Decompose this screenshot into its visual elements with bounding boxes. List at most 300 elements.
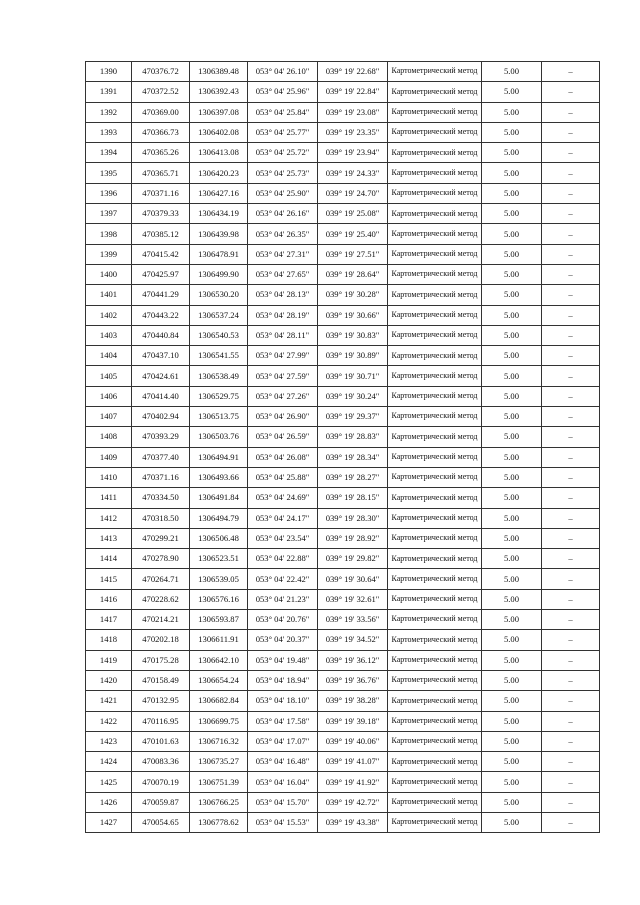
longitude-cell: 039° 19' 30.83" xyxy=(318,325,388,345)
method-cell: Картометрический метод xyxy=(388,143,482,163)
longitude-cell: 039° 19' 38.28" xyxy=(318,691,388,711)
method-cell: Картометрический метод xyxy=(388,122,482,142)
point-number-cell: 1395 xyxy=(86,163,132,183)
x-coordinate-cell: 470264.71 xyxy=(132,569,190,589)
longitude-cell: 039° 19' 33.56" xyxy=(318,610,388,630)
point-number-cell: 1424 xyxy=(86,752,132,772)
longitude-cell: 039° 19' 24.70" xyxy=(318,183,388,203)
latitude-cell: 053° 04' 27.59" xyxy=(248,366,318,386)
point-number-cell: 1425 xyxy=(86,772,132,792)
x-coordinate-cell: 470415.42 xyxy=(132,244,190,264)
x-coordinate-cell: 470402.94 xyxy=(132,407,190,427)
accuracy-cell: 5.00 xyxy=(482,528,542,548)
point-number-cell: 1426 xyxy=(86,792,132,812)
note-cell: – xyxy=(542,610,600,630)
point-number-cell: 1393 xyxy=(86,122,132,142)
y-coordinate-cell: 1306541.55 xyxy=(190,346,248,366)
note-cell: – xyxy=(542,731,600,751)
table-row xyxy=(86,244,600,264)
table-row xyxy=(86,772,600,792)
table-row xyxy=(86,62,600,82)
y-coordinate-cell: 1306540.53 xyxy=(190,325,248,345)
accuracy-cell: 5.00 xyxy=(482,407,542,427)
y-coordinate-cell: 1306397.08 xyxy=(190,102,248,122)
y-coordinate-cell: 1306642.10 xyxy=(190,650,248,670)
accuracy-cell: 5.00 xyxy=(482,163,542,183)
latitude-cell: 053° 04' 27.31" xyxy=(248,244,318,264)
x-coordinate-cell: 470318.50 xyxy=(132,508,190,528)
longitude-cell: 039° 19' 24.33" xyxy=(318,163,388,183)
point-number-cell: 1411 xyxy=(86,488,132,508)
accuracy-cell: 5.00 xyxy=(482,589,542,609)
latitude-cell: 053° 04' 27.99" xyxy=(248,346,318,366)
latitude-cell: 053° 04' 25.96" xyxy=(248,82,318,102)
point-number-cell: 1405 xyxy=(86,366,132,386)
accuracy-cell: 5.00 xyxy=(482,285,542,305)
x-coordinate-cell: 470371.16 xyxy=(132,467,190,487)
table-row xyxy=(86,82,600,102)
point-number-cell: 1414 xyxy=(86,549,132,569)
longitude-cell: 039° 19' 25.40" xyxy=(318,224,388,244)
latitude-cell: 053° 04' 25.84" xyxy=(248,102,318,122)
x-coordinate-cell: 470414.40 xyxy=(132,386,190,406)
accuracy-cell: 5.00 xyxy=(482,752,542,772)
method-cell: Картометрический метод xyxy=(388,386,482,406)
x-coordinate-cell: 470441.29 xyxy=(132,285,190,305)
x-coordinate-cell: 470175.28 xyxy=(132,650,190,670)
method-cell: Картометрический метод xyxy=(388,508,482,528)
note-cell: – xyxy=(542,264,600,284)
longitude-cell: 039° 19' 43.38" xyxy=(318,812,388,832)
point-number-cell: 1400 xyxy=(86,264,132,284)
accuracy-cell: 5.00 xyxy=(482,62,542,82)
point-number-cell: 1412 xyxy=(86,508,132,528)
y-coordinate-cell: 1306751.39 xyxy=(190,772,248,792)
longitude-cell: 039° 19' 41.92" xyxy=(318,772,388,792)
method-cell: Картометрический метод xyxy=(388,528,482,548)
table-row xyxy=(86,102,600,122)
method-cell: Картометрический метод xyxy=(388,224,482,244)
method-cell: Картометрический метод xyxy=(388,244,482,264)
point-number-cell: 1407 xyxy=(86,407,132,427)
method-cell: Картометрический метод xyxy=(388,772,482,792)
y-coordinate-cell: 1306716.32 xyxy=(190,731,248,751)
y-coordinate-cell: 1306538.49 xyxy=(190,366,248,386)
note-cell: – xyxy=(542,630,600,650)
longitude-cell: 039° 19' 23.94" xyxy=(318,143,388,163)
table-row xyxy=(86,650,600,670)
method-cell: Картометрический метод xyxy=(388,467,482,487)
latitude-cell: 053° 04' 25.90" xyxy=(248,183,318,203)
table-row xyxy=(86,569,600,589)
x-coordinate-cell: 470369.00 xyxy=(132,102,190,122)
table-row xyxy=(86,752,600,772)
table-row xyxy=(86,549,600,569)
point-number-cell: 1420 xyxy=(86,670,132,690)
accuracy-cell: 5.00 xyxy=(482,569,542,589)
method-cell: Картометрический метод xyxy=(388,407,482,427)
table-row xyxy=(86,183,600,203)
x-coordinate-cell: 470158.49 xyxy=(132,670,190,690)
accuracy-cell: 5.00 xyxy=(482,792,542,812)
table-row xyxy=(86,305,600,325)
point-number-cell: 1392 xyxy=(86,102,132,122)
accuracy-cell: 5.00 xyxy=(482,386,542,406)
table-row xyxy=(86,285,600,305)
x-coordinate-cell: 470371.16 xyxy=(132,183,190,203)
point-number-cell: 1391 xyxy=(86,82,132,102)
x-coordinate-cell: 470440.84 xyxy=(132,325,190,345)
note-cell: – xyxy=(542,204,600,224)
latitude-cell: 053° 04' 17.07" xyxy=(248,731,318,751)
y-coordinate-cell: 1306537.24 xyxy=(190,305,248,325)
y-coordinate-cell: 1306539.05 xyxy=(190,569,248,589)
accuracy-cell: 5.00 xyxy=(482,610,542,630)
longitude-cell: 039° 19' 28.92" xyxy=(318,528,388,548)
longitude-cell: 039° 19' 25.08" xyxy=(318,204,388,224)
method-cell: Картометрический метод xyxy=(388,163,482,183)
table-row xyxy=(86,610,600,630)
y-coordinate-cell: 1306611.91 xyxy=(190,630,248,650)
method-cell: Картометрический метод xyxy=(388,812,482,832)
y-coordinate-cell: 1306513.75 xyxy=(190,407,248,427)
x-coordinate-cell: 470424.61 xyxy=(132,366,190,386)
accuracy-cell: 5.00 xyxy=(482,549,542,569)
table-row xyxy=(86,264,600,284)
y-coordinate-cell: 1306506.48 xyxy=(190,528,248,548)
note-cell: – xyxy=(542,305,600,325)
table-row xyxy=(86,366,600,386)
accuracy-cell: 5.00 xyxy=(482,82,542,102)
y-coordinate-cell: 1306499.90 xyxy=(190,264,248,284)
x-coordinate-cell: 470132.95 xyxy=(132,691,190,711)
x-coordinate-cell: 470116.95 xyxy=(132,711,190,731)
latitude-cell: 053° 04' 21.23" xyxy=(248,589,318,609)
latitude-cell: 053° 04' 25.72" xyxy=(248,143,318,163)
latitude-cell: 053° 04' 26.16" xyxy=(248,204,318,224)
point-number-cell: 1413 xyxy=(86,528,132,548)
point-number-cell: 1390 xyxy=(86,62,132,82)
x-coordinate-cell: 470278.90 xyxy=(132,549,190,569)
longitude-cell: 039° 19' 36.12" xyxy=(318,650,388,670)
accuracy-cell: 5.00 xyxy=(482,630,542,650)
latitude-cell: 053° 04' 24.17" xyxy=(248,508,318,528)
longitude-cell: 039° 19' 30.66" xyxy=(318,305,388,325)
longitude-cell: 039° 19' 39.18" xyxy=(318,711,388,731)
method-cell: Картометрический метод xyxy=(388,102,482,122)
longitude-cell: 039° 19' 42.72" xyxy=(318,792,388,812)
note-cell: – xyxy=(542,670,600,690)
x-coordinate-cell: 470059.87 xyxy=(132,792,190,812)
y-coordinate-cell: 1306427.16 xyxy=(190,183,248,203)
table-row xyxy=(86,224,600,244)
x-coordinate-cell: 470070.19 xyxy=(132,772,190,792)
method-cell: Картометрический метод xyxy=(388,691,482,711)
longitude-cell: 039° 19' 23.35" xyxy=(318,122,388,142)
x-coordinate-cell: 470299.21 xyxy=(132,528,190,548)
note-cell: – xyxy=(542,812,600,832)
method-cell: Картометрический метод xyxy=(388,447,482,467)
point-number-cell: 1410 xyxy=(86,467,132,487)
method-cell: Картометрический метод xyxy=(388,305,482,325)
table-row xyxy=(86,711,600,731)
method-cell: Картометрический метод xyxy=(388,488,482,508)
note-cell: – xyxy=(542,102,600,122)
x-coordinate-cell: 470101.63 xyxy=(132,731,190,751)
longitude-cell: 039° 19' 27.51" xyxy=(318,244,388,264)
y-coordinate-cell: 1306491.84 xyxy=(190,488,248,508)
latitude-cell: 053° 04' 24.69" xyxy=(248,488,318,508)
table-row xyxy=(86,508,600,528)
latitude-cell: 053° 04' 26.35" xyxy=(248,224,318,244)
y-coordinate-cell: 1306494.79 xyxy=(190,508,248,528)
x-coordinate-cell: 470334.50 xyxy=(132,488,190,508)
method-cell: Картометрический метод xyxy=(388,610,482,630)
accuracy-cell: 5.00 xyxy=(482,711,542,731)
accuracy-cell: 5.00 xyxy=(482,346,542,366)
table-row xyxy=(86,670,600,690)
method-cell: Картометрический метод xyxy=(388,650,482,670)
y-coordinate-cell: 1306530.20 xyxy=(190,285,248,305)
x-coordinate-cell: 470379.33 xyxy=(132,204,190,224)
longitude-cell: 039° 19' 28.83" xyxy=(318,427,388,447)
latitude-cell: 053° 04' 22.88" xyxy=(248,549,318,569)
accuracy-cell: 5.00 xyxy=(482,122,542,142)
note-cell: – xyxy=(542,447,600,467)
y-coordinate-cell: 1306699.75 xyxy=(190,711,248,731)
latitude-cell: 053° 04' 26.10" xyxy=(248,62,318,82)
x-coordinate-cell: 470202.18 xyxy=(132,630,190,650)
table-row xyxy=(86,143,600,163)
accuracy-cell: 5.00 xyxy=(482,143,542,163)
method-cell: Картометрический метод xyxy=(388,82,482,102)
longitude-cell: 039° 19' 30.71" xyxy=(318,366,388,386)
x-coordinate-cell: 470365.71 xyxy=(132,163,190,183)
longitude-cell: 039° 19' 30.64" xyxy=(318,569,388,589)
table-row xyxy=(86,488,600,508)
accuracy-cell: 5.00 xyxy=(482,305,542,325)
longitude-cell: 039° 19' 30.28" xyxy=(318,285,388,305)
method-cell: Картометрический метод xyxy=(388,792,482,812)
accuracy-cell: 5.00 xyxy=(482,366,542,386)
note-cell: – xyxy=(542,792,600,812)
table-row xyxy=(86,407,600,427)
latitude-cell: 053° 04' 18.94" xyxy=(248,670,318,690)
table-row xyxy=(86,812,600,832)
accuracy-cell: 5.00 xyxy=(482,772,542,792)
latitude-cell: 053° 04' 22.42" xyxy=(248,569,318,589)
x-coordinate-cell: 470437.10 xyxy=(132,346,190,366)
longitude-cell: 039° 19' 32.61" xyxy=(318,589,388,609)
point-number-cell: 1402 xyxy=(86,305,132,325)
note-cell: – xyxy=(542,488,600,508)
note-cell: – xyxy=(542,143,600,163)
longitude-cell: 039° 19' 22.84" xyxy=(318,82,388,102)
note-cell: – xyxy=(542,122,600,142)
coordinates-table-body xyxy=(86,62,600,833)
latitude-cell: 053° 04' 26.59" xyxy=(248,427,318,447)
point-number-cell: 1398 xyxy=(86,224,132,244)
latitude-cell: 053° 04' 18.10" xyxy=(248,691,318,711)
longitude-cell: 039° 19' 29.82" xyxy=(318,549,388,569)
x-coordinate-cell: 470083.36 xyxy=(132,752,190,772)
y-coordinate-cell: 1306682.84 xyxy=(190,691,248,711)
y-coordinate-cell: 1306529.75 xyxy=(190,386,248,406)
x-coordinate-cell: 470377.40 xyxy=(132,447,190,467)
method-cell: Картометрический метод xyxy=(388,62,482,82)
table-row xyxy=(86,325,600,345)
accuracy-cell: 5.00 xyxy=(482,183,542,203)
accuracy-cell: 5.00 xyxy=(482,488,542,508)
x-coordinate-cell: 470372.52 xyxy=(132,82,190,102)
point-number-cell: 1406 xyxy=(86,386,132,406)
point-number-cell: 1416 xyxy=(86,589,132,609)
y-coordinate-cell: 1306434.19 xyxy=(190,204,248,224)
accuracy-cell: 5.00 xyxy=(482,204,542,224)
y-coordinate-cell: 1306593.87 xyxy=(190,610,248,630)
longitude-cell: 039° 19' 28.15" xyxy=(318,488,388,508)
x-coordinate-cell: 470425.97 xyxy=(132,264,190,284)
x-coordinate-cell: 470214.21 xyxy=(132,610,190,630)
latitude-cell: 053° 04' 25.88" xyxy=(248,467,318,487)
longitude-cell: 039° 19' 28.27" xyxy=(318,467,388,487)
accuracy-cell: 5.00 xyxy=(482,224,542,244)
latitude-cell: 053° 04' 23.54" xyxy=(248,528,318,548)
note-cell: – xyxy=(542,467,600,487)
note-cell: – xyxy=(542,752,600,772)
latitude-cell: 053° 04' 19.48" xyxy=(248,650,318,670)
note-cell: – xyxy=(542,163,600,183)
y-coordinate-cell: 1306778.62 xyxy=(190,812,248,832)
y-coordinate-cell: 1306392.43 xyxy=(190,82,248,102)
point-number-cell: 1404 xyxy=(86,346,132,366)
point-number-cell: 1418 xyxy=(86,630,132,650)
point-number-cell: 1419 xyxy=(86,650,132,670)
point-number-cell: 1409 xyxy=(86,447,132,467)
y-coordinate-cell: 1306494.91 xyxy=(190,447,248,467)
note-cell: – xyxy=(542,711,600,731)
point-number-cell: 1421 xyxy=(86,691,132,711)
point-number-cell: 1423 xyxy=(86,731,132,751)
longitude-cell: 039° 19' 30.24" xyxy=(318,386,388,406)
note-cell: – xyxy=(542,589,600,609)
accuracy-cell: 5.00 xyxy=(482,731,542,751)
note-cell: – xyxy=(542,549,600,569)
method-cell: Картометрический метод xyxy=(388,711,482,731)
point-number-cell: 1422 xyxy=(86,711,132,731)
method-cell: Картометрический метод xyxy=(388,670,482,690)
note-cell: – xyxy=(542,691,600,711)
method-cell: Картометрический метод xyxy=(388,346,482,366)
method-cell: Картометрический метод xyxy=(388,630,482,650)
longitude-cell: 039° 19' 28.30" xyxy=(318,508,388,528)
longitude-cell: 039° 19' 28.34" xyxy=(318,447,388,467)
method-cell: Картометрический метод xyxy=(388,264,482,284)
table-row xyxy=(86,630,600,650)
note-cell: – xyxy=(542,528,600,548)
latitude-cell: 053° 04' 17.58" xyxy=(248,711,318,731)
latitude-cell: 053° 04' 16.48" xyxy=(248,752,318,772)
method-cell: Картометрический метод xyxy=(388,589,482,609)
table-row xyxy=(86,731,600,751)
accuracy-cell: 5.00 xyxy=(482,812,542,832)
accuracy-cell: 5.00 xyxy=(482,670,542,690)
table-row xyxy=(86,163,600,183)
accuracy-cell: 5.00 xyxy=(482,102,542,122)
point-number-cell: 1401 xyxy=(86,285,132,305)
latitude-cell: 053° 04' 28.11" xyxy=(248,325,318,345)
method-cell: Картометрический метод xyxy=(388,325,482,345)
longitude-cell: 039° 19' 29.37" xyxy=(318,407,388,427)
point-number-cell: 1415 xyxy=(86,569,132,589)
y-coordinate-cell: 1306523.51 xyxy=(190,549,248,569)
accuracy-cell: 5.00 xyxy=(482,325,542,345)
method-cell: Картометрический метод xyxy=(388,366,482,386)
point-number-cell: 1417 xyxy=(86,610,132,630)
table-row xyxy=(86,447,600,467)
y-coordinate-cell: 1306503.76 xyxy=(190,427,248,447)
longitude-cell: 039° 19' 41.07" xyxy=(318,752,388,772)
accuracy-cell: 5.00 xyxy=(482,650,542,670)
longitude-cell: 039° 19' 30.89" xyxy=(318,346,388,366)
latitude-cell: 053° 04' 15.53" xyxy=(248,812,318,832)
table-row xyxy=(86,467,600,487)
y-coordinate-cell: 1306478.91 xyxy=(190,244,248,264)
method-cell: Картометрический метод xyxy=(388,569,482,589)
point-number-cell: 1394 xyxy=(86,143,132,163)
latitude-cell: 053° 04' 27.26" xyxy=(248,386,318,406)
note-cell: – xyxy=(542,82,600,102)
y-coordinate-cell: 1306420.23 xyxy=(190,163,248,183)
method-cell: Картометрический метод xyxy=(388,549,482,569)
x-coordinate-cell: 470366.73 xyxy=(132,122,190,142)
note-cell: – xyxy=(542,183,600,203)
table-row xyxy=(86,346,600,366)
longitude-cell: 039° 19' 22.68" xyxy=(318,62,388,82)
note-cell: – xyxy=(542,224,600,244)
note-cell: – xyxy=(542,427,600,447)
point-number-cell: 1403 xyxy=(86,325,132,345)
table-row xyxy=(86,792,600,812)
table-row xyxy=(86,528,600,548)
y-coordinate-cell: 1306402.08 xyxy=(190,122,248,142)
y-coordinate-cell: 1306576.16 xyxy=(190,589,248,609)
table-row xyxy=(86,589,600,609)
accuracy-cell: 5.00 xyxy=(482,508,542,528)
point-number-cell: 1396 xyxy=(86,183,132,203)
method-cell: Картометрический метод xyxy=(388,731,482,751)
latitude-cell: 053° 04' 26.08" xyxy=(248,447,318,467)
x-coordinate-cell: 470054.65 xyxy=(132,812,190,832)
note-cell: – xyxy=(542,366,600,386)
point-number-cell: 1397 xyxy=(86,204,132,224)
accuracy-cell: 5.00 xyxy=(482,264,542,284)
note-cell: – xyxy=(542,407,600,427)
latitude-cell: 053° 04' 20.37" xyxy=(248,630,318,650)
point-number-cell: 1408 xyxy=(86,427,132,447)
method-cell: Картометрический метод xyxy=(388,183,482,203)
accuracy-cell: 5.00 xyxy=(482,691,542,711)
longitude-cell: 039° 19' 23.08" xyxy=(318,102,388,122)
note-cell: – xyxy=(542,772,600,792)
note-cell: – xyxy=(542,346,600,366)
latitude-cell: 053° 04' 16.04" xyxy=(248,772,318,792)
longitude-cell: 039° 19' 34.52" xyxy=(318,630,388,650)
x-coordinate-cell: 470393.29 xyxy=(132,427,190,447)
accuracy-cell: 5.00 xyxy=(482,447,542,467)
latitude-cell: 053° 04' 28.19" xyxy=(248,305,318,325)
point-number-cell: 1427 xyxy=(86,812,132,832)
